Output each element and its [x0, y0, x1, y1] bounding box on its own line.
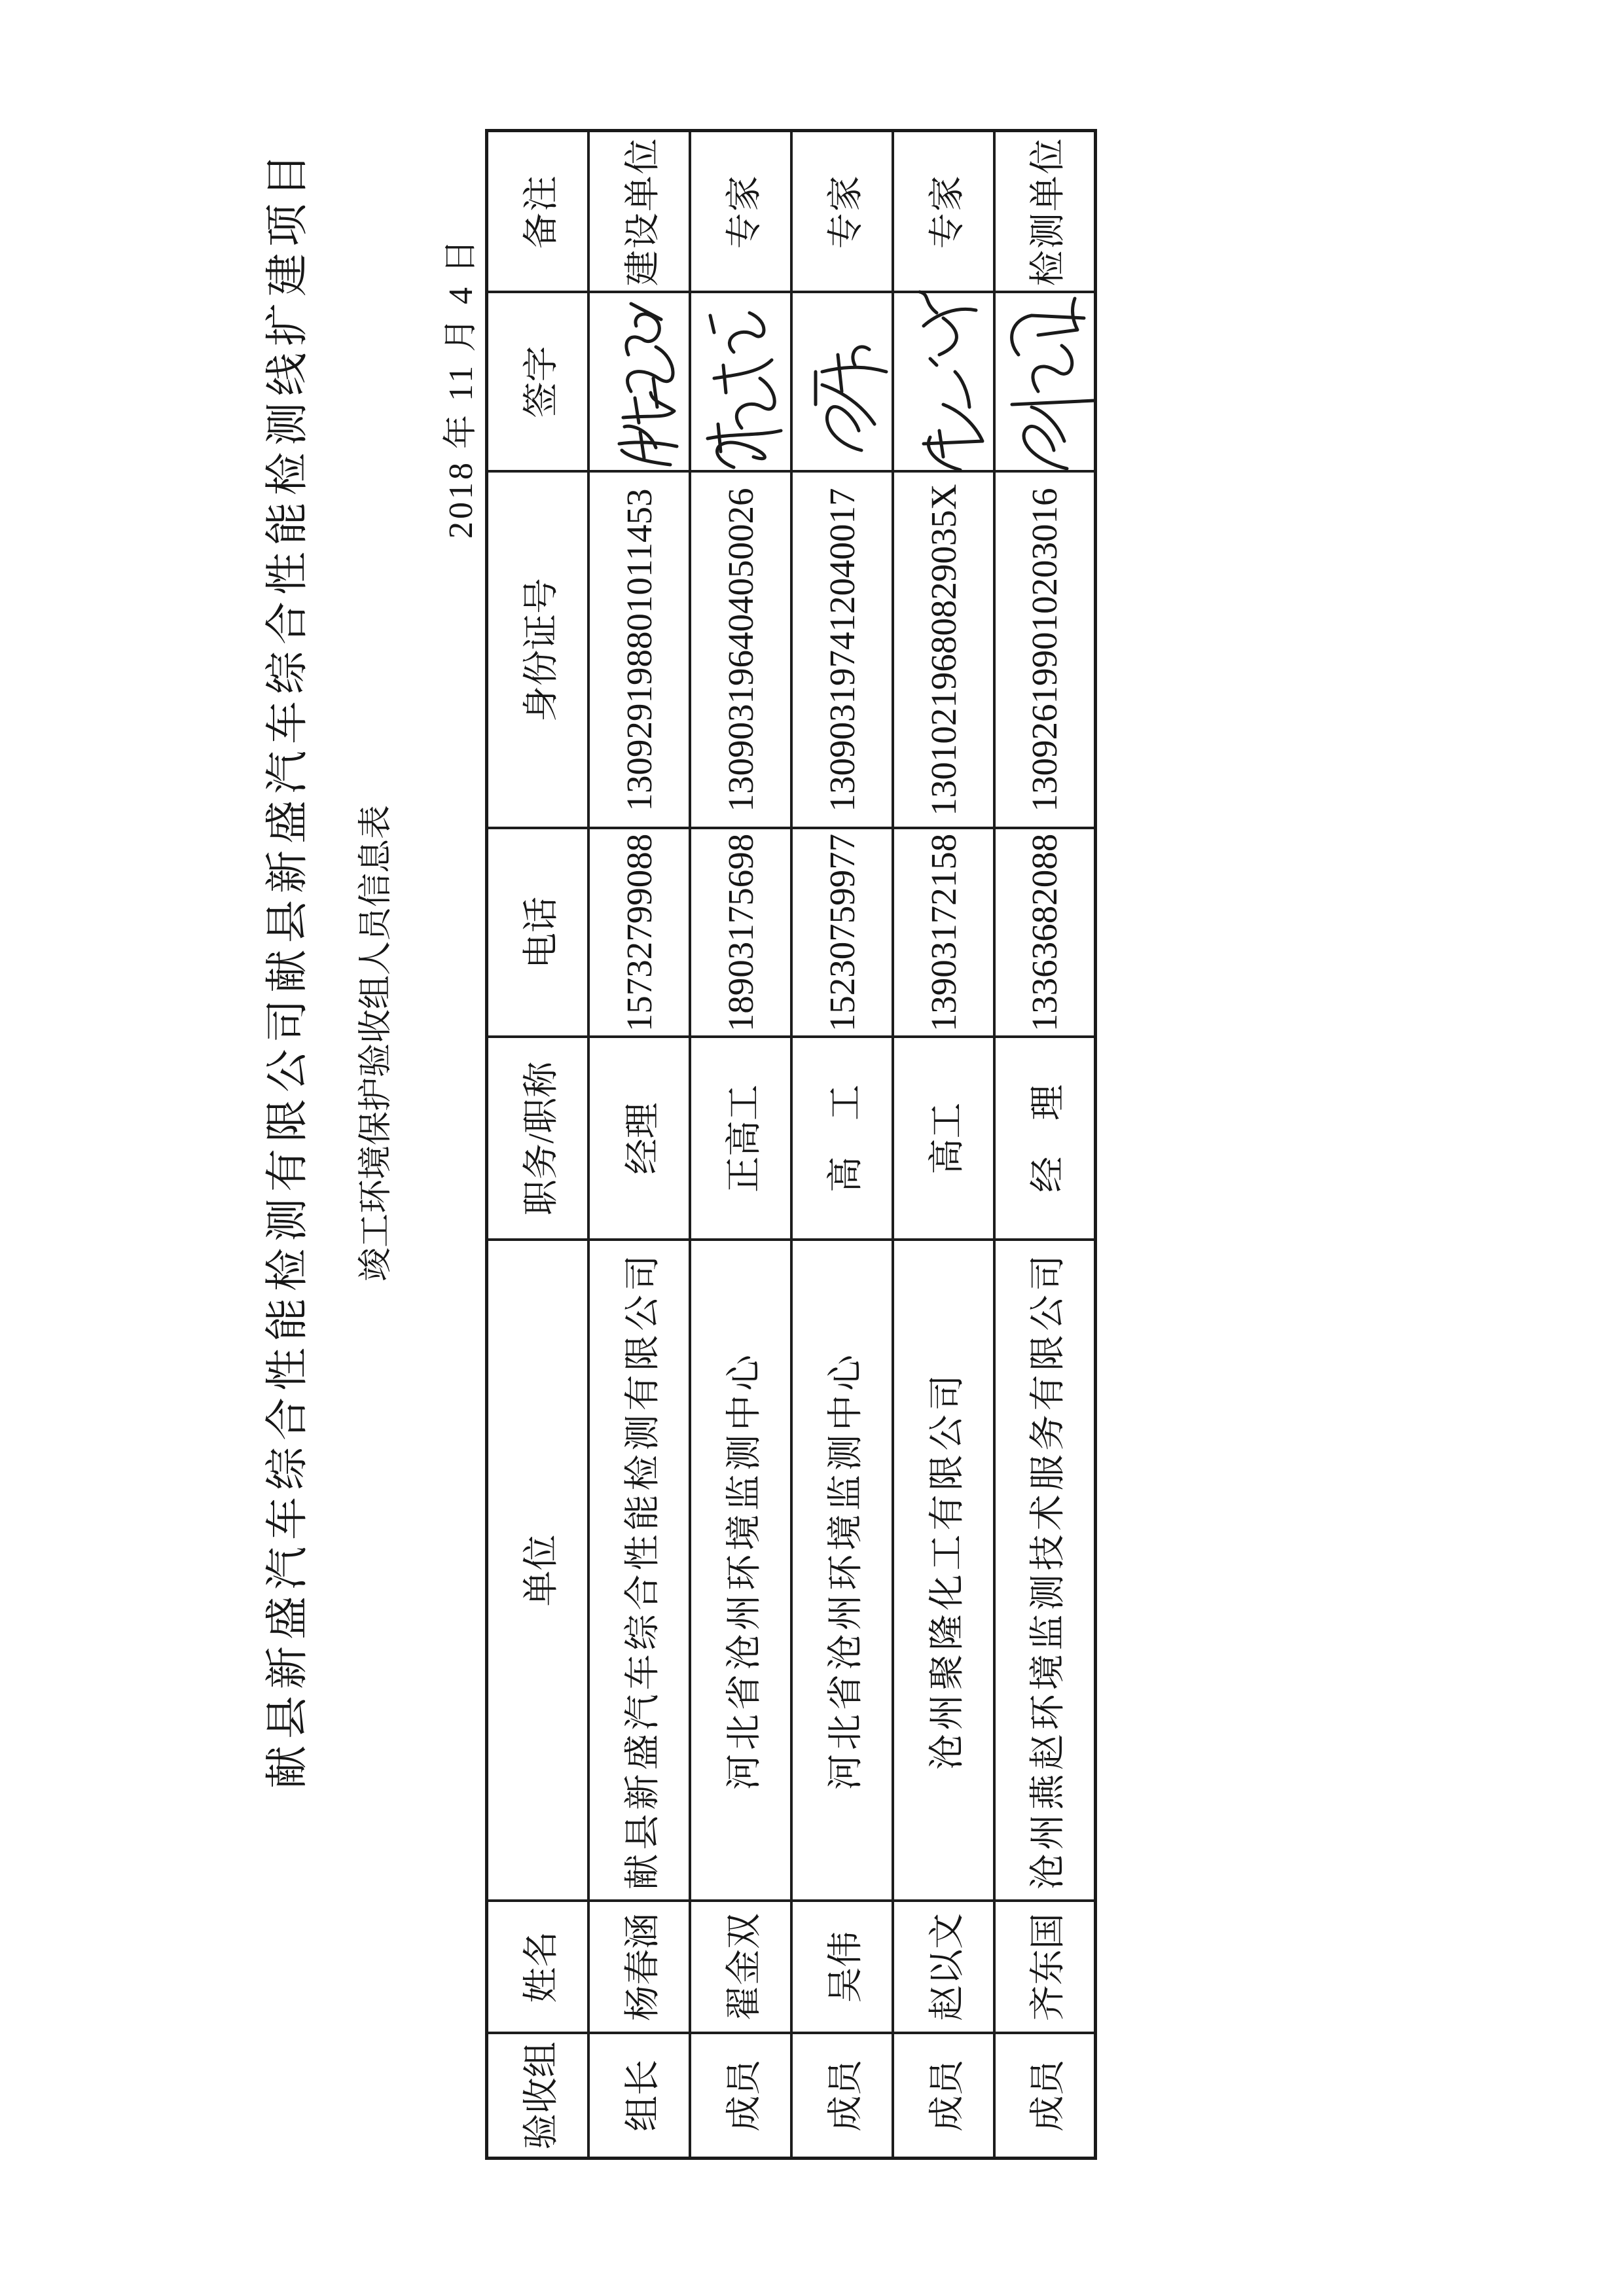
cell-remark: 专家 [893, 131, 994, 293]
signature-area [897, 294, 989, 471]
cell-id-number: 130926199010203016 [994, 472, 1096, 829]
signature-area [695, 294, 786, 471]
cell-id-number: 13010219680829035X [893, 472, 994, 829]
cell-position: 经理 [588, 1037, 690, 1240]
cell-group: 组长 [588, 2034, 690, 2159]
table-header-row [487, 131, 588, 2159]
table-row [791, 131, 893, 2159]
document-date: 2018 年 11 月 4 日 [442, 236, 480, 539]
cell-phone: 13903172158 [893, 829, 994, 1037]
signature-area [999, 294, 1091, 471]
cell-signature [690, 293, 791, 472]
header-signature: 签字 [487, 293, 588, 472]
document-subtitle: 竣工环境保护验收组人员信息表 [357, 804, 395, 1282]
cell-position: 正高工 [690, 1037, 791, 1240]
cell-name: 翟金双 [690, 1901, 791, 2034]
cell-unit: 河北省沧州环境监测中心 [791, 1240, 893, 1901]
header-name: 姓名 [487, 1901, 588, 2034]
cell-id-number: 130903197412040017 [791, 472, 893, 829]
cell-phone: 15732799088 [588, 829, 690, 1037]
cell-remark: 检测单位 [994, 131, 1096, 293]
header-unit: 单位 [487, 1240, 588, 1901]
cell-id-number: 130903196404050026 [690, 472, 791, 829]
table-row [994, 131, 1096, 2159]
cell-remark: 建设单位 [588, 131, 690, 293]
cell-name: 杨春涵 [588, 1901, 690, 2034]
cell-phone: 13363682088 [994, 829, 1096, 1037]
cell-signature [588, 293, 690, 472]
table-row [690, 131, 791, 2159]
cell-signature [791, 293, 893, 472]
table-row [893, 131, 994, 2159]
handwritten-signature [695, 294, 793, 471]
document-title: 献县新盛汽车综合性能检测有限公司献县新盛汽车综合性能检测线扩建项目 [264, 147, 312, 1789]
header-remark: 备注 [487, 131, 588, 293]
header-group: 验收组 [487, 2034, 588, 2159]
cell-group: 成员 [893, 2034, 994, 2159]
cell-name: 吴伟 [791, 1901, 893, 2034]
cell-unit: 沧州燕赵环境监测技术服务有限公司 [994, 1240, 1096, 1901]
cell-remark: 专家 [690, 131, 791, 293]
cell-id-number: 130929198801011453 [588, 472, 690, 829]
cell-name: 齐东国 [994, 1901, 1096, 2034]
cell-group: 成员 [690, 2034, 791, 2159]
cell-signature [994, 293, 1096, 472]
cell-phone: 15230759977 [791, 829, 893, 1037]
cell-position: 高 工 [791, 1037, 893, 1240]
handwritten-signature [897, 294, 996, 471]
table-row [588, 131, 690, 2159]
cell-name: 赵以文 [893, 1901, 994, 2034]
header-position: 职务/职称 [487, 1037, 588, 1240]
cell-signature [893, 293, 994, 472]
cell-group: 成员 [791, 2034, 893, 2159]
handwritten-signature [796, 294, 894, 471]
cell-phone: 18903175698 [690, 829, 791, 1037]
cell-position: 经 理 [994, 1037, 1096, 1240]
cell-unit: 河北省沧州环境监测中心 [690, 1240, 791, 1901]
cell-remark: 专家 [791, 131, 893, 293]
cell-position: 高工 [893, 1037, 994, 1240]
handwritten-signature [593, 294, 691, 471]
header-phone: 电话 [487, 829, 588, 1037]
handwritten-signature [999, 294, 1097, 471]
signature-area [796, 294, 888, 471]
acceptance-team-table [485, 129, 1097, 2160]
cell-group: 成员 [994, 2034, 1096, 2159]
header-id-number: 身份证号 [487, 472, 588, 829]
cell-unit: 献县新盛汽车综合性能检测有限公司 [588, 1240, 690, 1901]
cell-unit: 沧州聚隆化工有限公司 [893, 1240, 994, 1901]
signature-area [593, 294, 685, 471]
